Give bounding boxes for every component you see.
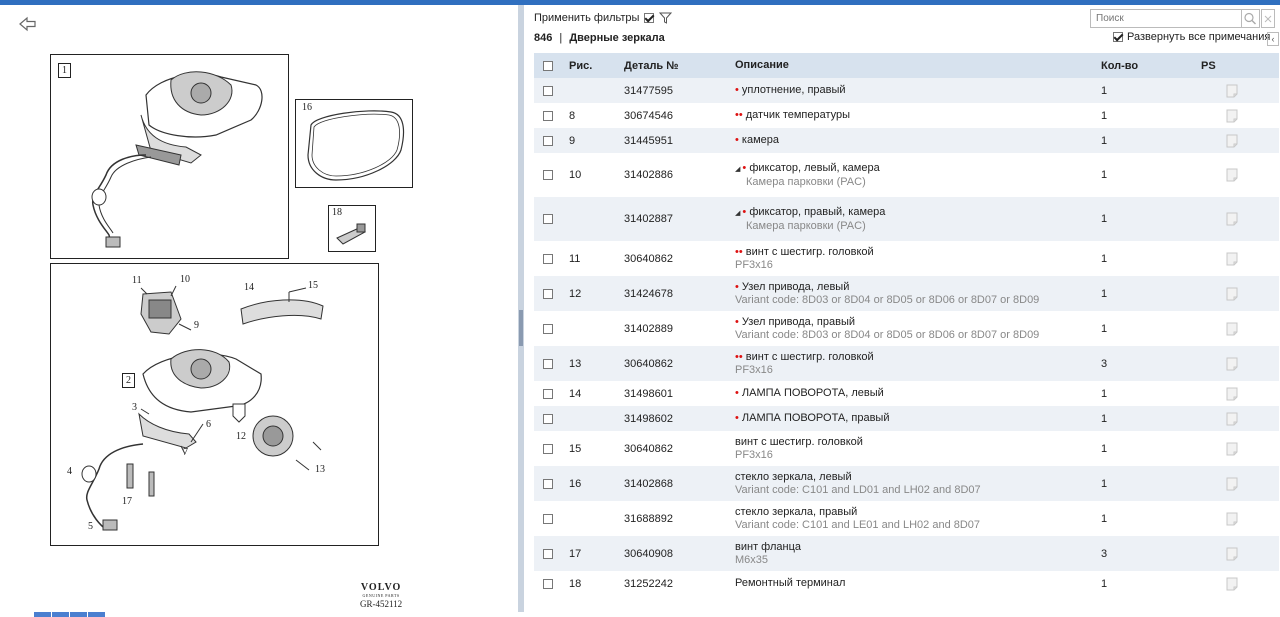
row-desc-text: стекло зеркала, правый [735, 505, 858, 518]
add-note-icon[interactable] [1226, 412, 1238, 426]
row-marker: • [742, 205, 747, 218]
row-desc-text: винт с шестигр. головкой [745, 245, 874, 258]
row-marker: • [735, 280, 739, 293]
row-description [735, 387, 1101, 400]
callout-9: 9 [194, 320, 199, 331]
row-desc-text: винт с шестигр. головкой [745, 350, 874, 363]
row-description [735, 351, 1101, 377]
row-part-number[interactable]: 30640862 [624, 357, 673, 370]
row-marker: • [735, 315, 739, 328]
row-desc-text: Узел привода, правый [741, 315, 855, 328]
row-checkbox[interactable] [543, 111, 553, 121]
row-marker: • [735, 84, 739, 96]
row-part-number[interactable]: 31402886 [624, 169, 673, 181]
table-row[interactable] [534, 128, 1279, 153]
row-description [735, 84, 1101, 97]
col-part-number[interactable]: Деталь № [624, 59, 679, 72]
row-quantity: 1 [1101, 213, 1108, 225]
row-part-number[interactable]: 31498601 [624, 387, 673, 400]
callout-6: 6 [206, 419, 211, 430]
row-checkbox[interactable] [543, 514, 553, 524]
row-marker: •• [735, 245, 743, 258]
row-desc-note: PF3x16 [735, 363, 773, 376]
exploded-view-drawing [51, 264, 378, 545]
bottom-tab[interactable] [70, 612, 87, 617]
row-checkbox[interactable] [543, 444, 553, 454]
row-desc-text: стекло зеркала, левый [735, 470, 852, 483]
row-checkbox[interactable] [543, 324, 553, 334]
col-description[interactable]: Описание [735, 59, 789, 71]
diagram-box-16[interactable] [295, 99, 413, 188]
row-checkbox[interactable] [543, 549, 553, 559]
row-quantity: 1 [1101, 134, 1108, 147]
callout-15: 15 [308, 280, 318, 291]
row-quantity: 1 [1101, 322, 1108, 335]
table-row[interactable] [534, 406, 1279, 431]
row-desc-text: ЛАМПА ПОВОРОТА, левый [741, 387, 884, 399]
row-quantity: 1 [1101, 477, 1108, 490]
row-checkbox[interactable] [543, 86, 553, 96]
splitter-grip[interactable] [519, 310, 523, 346]
row-desc-text: Узел привода, левый [741, 280, 850, 293]
row-checkbox[interactable] [543, 479, 553, 489]
apply-filters-label: Применить фильтры [534, 12, 640, 24]
table-row[interactable] [534, 501, 1279, 536]
table-row[interactable] [534, 381, 1279, 406]
row-part-number[interactable]: 30640908 [624, 547, 673, 560]
col-quantity[interactable]: Кол-во [1101, 59, 1139, 72]
row-desc-note: Variant code: C101 and LD01 and LH02 and 8D07 [735, 483, 981, 496]
row-checkbox[interactable] [543, 359, 553, 369]
genuine-parts-text: GENUINE PARTS [362, 593, 400, 598]
row-checkbox[interactable] [543, 289, 553, 299]
col-ps[interactable]: PS [1201, 59, 1216, 72]
row-marker: • [735, 412, 739, 424]
table-row[interactable] [534, 536, 1279, 571]
row-checkbox[interactable] [543, 254, 553, 264]
table-body [534, 78, 1279, 596]
volvo-brand [360, 582, 402, 609]
row-part-number[interactable]: 31252242 [624, 577, 673, 590]
search-icon [1242, 10, 1258, 27]
row-fig: 17 [569, 547, 582, 560]
row-fig: 9 [569, 134, 576, 147]
row-fig: 11 [569, 252, 581, 265]
callout-7: 7 [183, 447, 188, 458]
row-quantity: 1 [1101, 412, 1108, 425]
section-heading [534, 32, 665, 44]
row-desc-text: ЛАМПА ПОВОРОТА, правый [741, 412, 890, 424]
callout-10: 10 [180, 274, 190, 285]
row-desc-text: фиксатор, правый, камера [749, 205, 886, 218]
section-title: Дверные зеркала [569, 32, 665, 44]
row-marker: • [735, 387, 739, 399]
mirror-assembly-drawing [51, 55, 288, 258]
select-all-checkbox[interactable] [543, 61, 553, 71]
expand-notes-checkbox[interactable] [1113, 32, 1123, 42]
parts-pane [524, 5, 1280, 612]
table-row[interactable] [534, 241, 1279, 276]
diagram-box-2[interactable] [50, 263, 379, 546]
search-clear-button[interactable] [1261, 9, 1275, 28]
row-fig: 15 [569, 442, 582, 455]
row-fig: 8 [569, 109, 576, 122]
row-part-number[interactable]: 31688892 [624, 512, 673, 525]
row-description [735, 246, 1101, 272]
mirror-glass-drawing [296, 100, 412, 187]
add-note-icon[interactable] [1226, 84, 1238, 98]
row-part-number[interactable]: 30640862 [624, 442, 673, 455]
table-row[interactable] [534, 466, 1279, 501]
bottom-tab[interactable] [88, 612, 105, 617]
row-desc-text: датчик температуры [745, 109, 851, 121]
row-part-number[interactable]: 31402887 [624, 213, 673, 225]
table-row[interactable] [534, 311, 1279, 346]
add-note-icon[interactable] [1226, 134, 1238, 148]
row-description [735, 577, 1101, 590]
row-desc-note: PF3x16 [735, 448, 773, 461]
add-note-icon[interactable] [1226, 477, 1238, 491]
row-desc-note: Variant code: 8D03 or 8D04 or 8D05 or 8D06 or 8D07 or 8D09 [735, 328, 1040, 341]
row-fig: 10 [569, 169, 582, 181]
expand-triangle-icon[interactable]: ◢ [735, 165, 741, 173]
callout-12: 12 [236, 431, 246, 442]
row-marker: • [735, 134, 739, 146]
row-description [735, 134, 1101, 147]
row-part-number[interactable]: 31402868 [624, 477, 673, 490]
expand-notes-label: Развернуть все примечания [1127, 31, 1271, 43]
row-desc-note: Variant code: C101 and LE01 and LH02 and 8D07 [735, 518, 981, 531]
col-fig[interactable]: Рис. [569, 59, 593, 72]
add-note-icon[interactable] [1226, 357, 1238, 371]
row-desc-text: винт с шестигр. головкой [735, 435, 863, 448]
callout-18: 18 [332, 207, 342, 218]
callout-1: 1 [58, 63, 71, 78]
callout-3: 3 [132, 402, 137, 413]
callout-17: 17 [122, 496, 132, 507]
table-row[interactable] [534, 571, 1279, 596]
row-quantity: 3 [1101, 357, 1108, 370]
row-desc-note: M6x35 [735, 553, 769, 566]
row-desc-text: камера [741, 134, 780, 146]
row-marker: •• [735, 109, 743, 121]
bottom-tab[interactable] [34, 612, 51, 617]
row-description [735, 471, 1101, 497]
callout-14: 14 [244, 282, 254, 293]
row-part-number[interactable]: 31424678 [624, 287, 673, 300]
row-quantity: 1 [1101, 252, 1108, 265]
add-note-icon[interactable] [1226, 512, 1238, 526]
bottom-tabs [34, 612, 106, 617]
row-part-number[interactable]: 30674546 [624, 109, 673, 122]
row-desc-note: Variant code: 8D03 or 8D04 or 8D05 or 8D06 or 8D07 or 8D09 [735, 293, 1040, 306]
add-note-icon[interactable] [1226, 287, 1238, 301]
row-part-number[interactable]: 31402889 [624, 322, 673, 335]
callout-16: 16 [302, 102, 312, 113]
add-note-icon[interactable] [1226, 322, 1238, 336]
row-quantity: 1 [1101, 387, 1108, 400]
add-note-icon[interactable] [1226, 547, 1238, 561]
row-checkbox[interactable] [543, 170, 553, 180]
row-description [735, 109, 1101, 122]
collapse-panel-button[interactable]: ‹ [1267, 32, 1279, 46]
search-box [1090, 9, 1242, 28]
add-note-icon[interactable] [1226, 168, 1238, 182]
section-separator: | [559, 32, 563, 44]
row-part-number[interactable]: 31498602 [624, 412, 673, 425]
parts-table [534, 53, 1279, 596]
row-fig: 12 [569, 287, 582, 300]
row-description [735, 412, 1101, 425]
callout-13: 13 [315, 464, 325, 475]
row-checkbox[interactable] [543, 136, 553, 146]
expand-triangle-icon[interactable]: ◢ [735, 209, 741, 217]
apply-filters-checkbox[interactable] [644, 13, 654, 23]
row-desc-text: винт фланца [735, 540, 801, 553]
row-checkbox[interactable] [543, 579, 553, 589]
table-row[interactable] [534, 346, 1279, 381]
row-description [735, 436, 1101, 462]
row-quantity: 1 [1101, 287, 1108, 300]
expand-notes-row [1113, 31, 1270, 43]
search-input[interactable] [1091, 10, 1241, 27]
add-note-icon[interactable] [1226, 442, 1238, 456]
diagram-code: GR-452112 [360, 599, 403, 609]
row-part-number[interactable]: 31477595 [624, 84, 673, 97]
diagram-pane [0, 5, 518, 612]
clear-icon [1262, 10, 1274, 27]
row-marker: • [742, 161, 747, 174]
row-part-number[interactable]: 31445951 [624, 134, 673, 147]
table-header [534, 53, 1279, 78]
row-description [735, 316, 1101, 342]
diagram-box-1[interactable] [50, 54, 289, 259]
row-description [735, 281, 1101, 307]
bottom-tab[interactable] [52, 612, 69, 617]
row-quantity: 1 [1101, 577, 1108, 590]
callout-4: 4 [67, 466, 72, 477]
add-note-icon[interactable] [1226, 109, 1238, 123]
row-quantity: 1 [1101, 109, 1108, 122]
row-description [735, 206, 1101, 233]
row-quantity: 1 [1101, 169, 1108, 181]
callout-2: 2 [122, 373, 135, 388]
row-desc-note: Камера парковки (PAC) [746, 219, 866, 232]
row-fig: 14 [569, 387, 582, 400]
table-row[interactable] [534, 153, 1279, 197]
table-row[interactable] [534, 197, 1279, 241]
row-part-number[interactable]: 30640862 [624, 252, 673, 265]
row-description [735, 541, 1101, 567]
add-note-icon[interactable] [1226, 387, 1238, 401]
row-quantity: 1 [1101, 512, 1108, 525]
apply-filters-row [534, 12, 672, 24]
row-quantity: 1 [1101, 442, 1108, 455]
volvo-logo: VOLVO [360, 582, 402, 593]
table-row[interactable] [534, 103, 1279, 128]
callout-11: 11 [132, 275, 142, 286]
row-quantity: 1 [1101, 84, 1108, 97]
row-desc-note: PF3x16 [735, 258, 773, 271]
add-note-icon[interactable] [1226, 212, 1238, 226]
back-arrow-icon[interactable] [18, 15, 38, 33]
callout-5: 5 [88, 521, 93, 532]
row-description [735, 506, 1101, 532]
filter-icon[interactable] [659, 12, 672, 24]
add-note-icon[interactable] [1226, 577, 1238, 591]
table-row[interactable] [534, 78, 1279, 103]
table-row[interactable] [534, 276, 1279, 311]
row-checkbox[interactable] [543, 389, 553, 399]
table-row[interactable] [534, 431, 1279, 466]
row-fig: 13 [569, 357, 582, 370]
row-description [735, 162, 1101, 189]
row-desc-text: уплотнение, правый [741, 84, 846, 96]
row-desc-text: фиксатор, левый, камера [749, 161, 880, 174]
row-desc-text: Ремонтный терминал [735, 577, 846, 589]
search-button[interactable] [1242, 9, 1260, 28]
row-fig: 16 [569, 477, 582, 490]
row-quantity: 3 [1101, 547, 1108, 560]
section-code: 846 [534, 32, 553, 44]
row-checkbox[interactable] [543, 214, 553, 224]
row-desc-note: Камера парковки (PAC) [746, 175, 866, 188]
add-note-icon[interactable] [1226, 252, 1238, 266]
row-fig: 18 [569, 577, 582, 590]
row-marker: •• [735, 350, 743, 363]
row-checkbox[interactable] [543, 414, 553, 424]
